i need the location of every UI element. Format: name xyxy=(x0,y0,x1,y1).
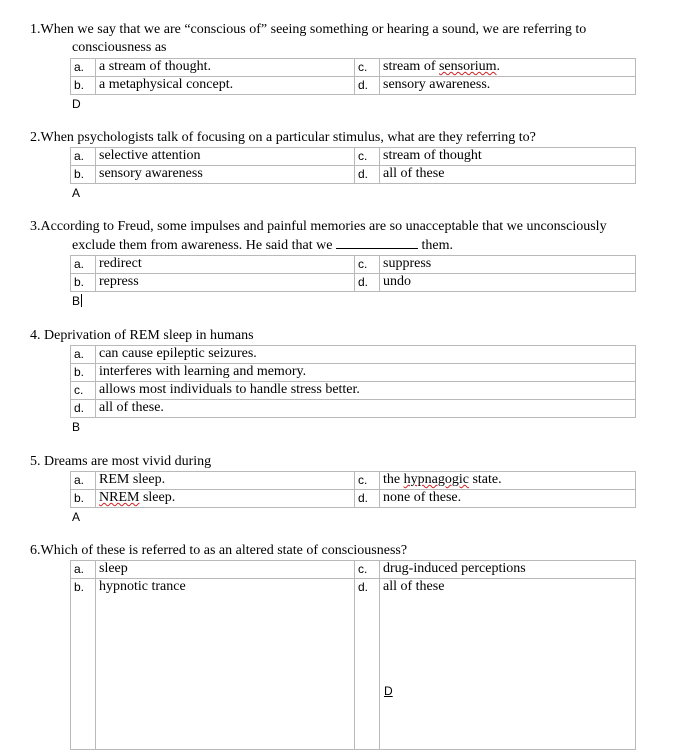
option-text[interactable]: none of these. xyxy=(380,490,636,508)
option-letter: a. xyxy=(71,472,96,490)
option-text[interactable]: interferes with learning and memory. xyxy=(96,364,636,382)
option-text[interactable] xyxy=(380,579,636,750)
option-text[interactable]: allows most individuals to handle stress better. xyxy=(96,382,636,400)
option-letter: b. xyxy=(71,490,96,508)
option-text[interactable]: stream of thought xyxy=(380,148,636,166)
question-text: According to Freud, some impulses and painful memories are so unacceptable that we unconsciously xyxy=(40,219,607,234)
options-table xyxy=(70,560,636,750)
question-text: When we say that we are “conscious of” seeing something or hearing a sound, we are referring to xyxy=(40,22,587,37)
question-text-continued xyxy=(72,236,453,255)
option-letter: a. xyxy=(71,256,96,274)
question-text: Deprivation of REM sleep in humans xyxy=(44,328,254,343)
question-stem xyxy=(30,129,690,147)
option-text[interactable]: can cause epileptic seizures. xyxy=(96,346,636,364)
options-table xyxy=(70,147,636,184)
option-letter: b. xyxy=(71,364,96,382)
question-stem xyxy=(30,327,690,345)
options-table xyxy=(70,58,636,95)
option-text[interactable]: REM sleep. xyxy=(96,472,355,490)
option-text-part: stream of xyxy=(383,59,439,74)
answer-key: D xyxy=(384,684,393,698)
option-letter: b. xyxy=(71,77,96,95)
option-text[interactable]: a stream of thought. xyxy=(96,59,355,77)
question-number: 1. xyxy=(30,22,41,37)
question-stem xyxy=(30,218,690,236)
option-text[interactable]: sensory awareness xyxy=(96,166,355,184)
question-number: 3. xyxy=(30,219,41,234)
option-text[interactable]: hypnotic trance xyxy=(96,579,355,750)
question-number: 2. xyxy=(30,130,41,145)
option-letter: b. xyxy=(71,579,96,750)
option-text[interactable]: sleep xyxy=(96,561,355,579)
question-stem xyxy=(30,542,690,560)
question-text-line2-end: them. xyxy=(421,238,453,253)
option-letter: c. xyxy=(355,561,380,579)
option-letter: c. xyxy=(355,148,380,166)
option-text[interactable]: a metaphysical concept. xyxy=(96,77,355,95)
option-letter: a. xyxy=(71,148,96,166)
options-table xyxy=(70,255,636,292)
option-text-part: . xyxy=(496,59,501,74)
option-letter: d. xyxy=(355,77,380,95)
fill-in-blank[interactable] xyxy=(336,236,418,249)
option-text-part: sleep. xyxy=(139,490,176,505)
options-table xyxy=(70,345,636,418)
spellcheck-word: hypnagogic xyxy=(403,472,469,487)
option-text[interactable]: drug-induced perceptions xyxy=(380,561,636,579)
option-letter: c. xyxy=(71,382,96,400)
question-text-line2: exclude them from awareness. He said that we xyxy=(72,238,333,253)
option-letter: a. xyxy=(71,59,96,77)
option-text[interactable]: sensory awareness. xyxy=(380,77,636,95)
option-letter: d. xyxy=(355,490,380,508)
option-text-part: the xyxy=(383,472,404,487)
option-letter: b. xyxy=(71,274,96,292)
option-letter: d. xyxy=(355,579,380,750)
option-letter: c. xyxy=(355,256,380,274)
option-text[interactable] xyxy=(380,59,636,77)
option-text[interactable]: all of these. xyxy=(96,400,636,418)
option-text[interactable]: selective attention xyxy=(96,148,355,166)
option-text[interactable]: repress xyxy=(96,274,355,292)
answer-key: B xyxy=(72,420,81,434)
option-letter: a. xyxy=(71,561,96,579)
option-text[interactable]: redirect xyxy=(96,256,355,274)
answer-key: A xyxy=(72,510,81,524)
text-cursor xyxy=(81,294,82,307)
option-text-label: all of these xyxy=(383,579,445,594)
option-text[interactable] xyxy=(380,472,636,490)
question-text-continued xyxy=(72,39,167,57)
question-number: 5. xyxy=(30,454,41,469)
option-letter: d. xyxy=(355,274,380,292)
spellcheck-word: sensorium xyxy=(438,59,497,74)
answer-key: D xyxy=(72,97,81,111)
option-text[interactable] xyxy=(96,490,355,508)
question-number: 6. xyxy=(30,543,41,558)
option-text[interactable]: undo xyxy=(380,274,636,292)
option-letter: c. xyxy=(355,472,380,490)
answer-key-text: B xyxy=(72,294,81,308)
question-text: Dreams are most vivid during xyxy=(44,454,212,469)
option-letter: c. xyxy=(355,59,380,77)
answer-key: A xyxy=(72,186,81,200)
question-text-line2: consciousness as xyxy=(72,40,167,55)
option-letter: a. xyxy=(71,346,96,364)
answer-key[interactable] xyxy=(72,293,82,309)
option-text-part: state. xyxy=(468,472,502,487)
spellcheck-word: NREM xyxy=(99,490,140,505)
options-table xyxy=(70,471,636,508)
question-text: When psychologists talk of focusing on a particular stimulus, what are they referring to? xyxy=(40,130,536,145)
question-number: 4. xyxy=(30,328,41,343)
option-text[interactable]: suppress xyxy=(380,256,636,274)
question-stem xyxy=(30,453,690,471)
question-stem xyxy=(30,21,690,39)
option-letter: d. xyxy=(71,400,96,418)
question-text: Which of these is referred to as an altered state of consciousness? xyxy=(40,543,408,558)
option-letter: d. xyxy=(355,166,380,184)
option-text[interactable]: all of these xyxy=(380,166,636,184)
option-letter: b. xyxy=(71,166,96,184)
